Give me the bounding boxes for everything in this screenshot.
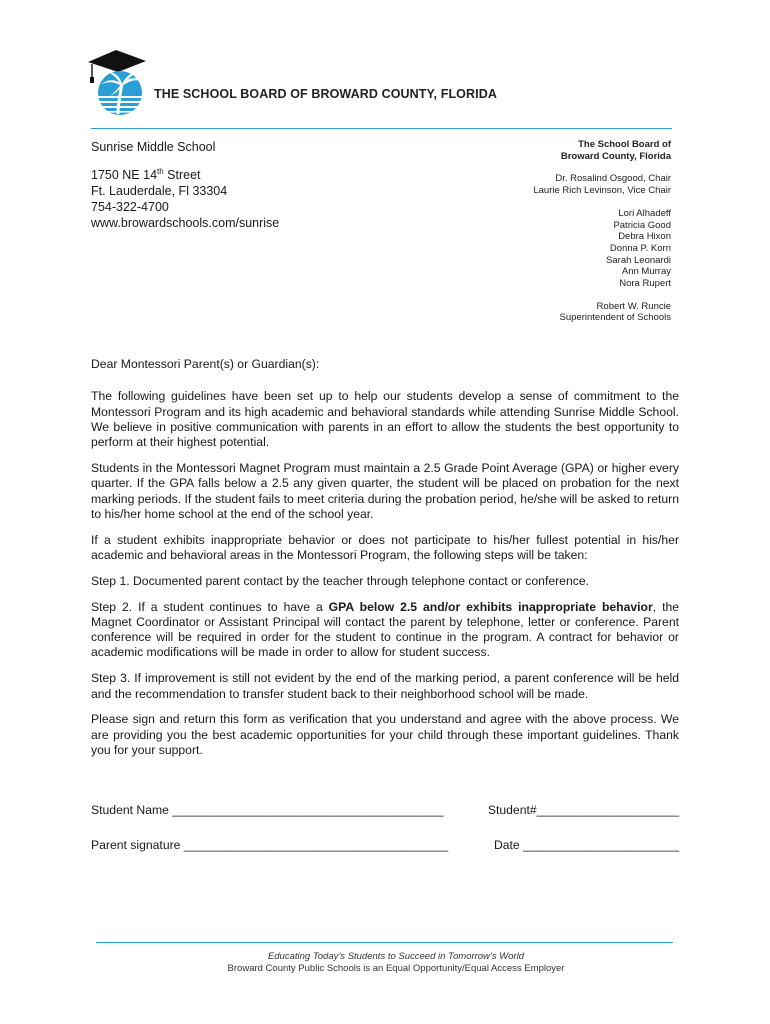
footer-equal-opportunity: Broward County Public Schools is an Equal Opportunity/Equal Access Employer: [227, 963, 565, 974]
school-street: 1750 NE 14th Street: [91, 166, 201, 182]
board-member: Lori Alhadeff: [618, 207, 671, 219]
board-title: THE SCHOOL BOARD OF BROWARD COUNTY, FLORIDA: [154, 87, 497, 101]
closing-paragraph: Please sign and return this form as verification that you understand and agree with the above process. We are providing you the best academic opportunities for your child through these important guidelines. Thank you for your support.: [91, 712, 679, 757]
superintendent-title: Superintendent of Schools: [559, 312, 671, 324]
board-member: Nora Rupert: [619, 278, 671, 290]
date-field[interactable]: Date _______________________: [493, 838, 679, 852]
board-heading-line1: The School Board of: [578, 139, 671, 150]
superintendent-name: Robert W. Runcie: [596, 300, 671, 312]
board-member: Sarah Leonardi: [606, 254, 671, 266]
school-website: www.browardschools.com/sunrise: [91, 216, 280, 230]
board-member: Debra Hixon: [618, 231, 671, 243]
footer-tagline: Educating Today’s Students to Succeed in Tomorrow’s World: [267, 951, 525, 962]
school-name: Sunrise Middle School: [91, 140, 216, 154]
student-number-field[interactable]: Student#_____________________: [487, 803, 679, 817]
board-member: Donna P. Korn: [609, 242, 671, 254]
letter-body: [91, 357, 679, 769]
paragraph-behavior: If a student exhibits inappropriate behavior or does not participate to his/her fullest potential in his/her academic and behavioral areas in the Montessori Program, the following steps will be taken:: [91, 532, 679, 562]
footer: [96, 951, 696, 975]
paragraph-intro: The following guidelines have been set up to help our students develop a sense of commitment to the Montessori Program and its high academic and behavioral standards while attending Sunrise Middle School. We believe in positive communication with parents in an effort to allow the students the best opportunity to perform at their highest potential.: [91, 389, 679, 450]
salutation: Dear Montessori Parent(s) or Guardian(s):: [91, 357, 320, 371]
footer-divider: [96, 942, 673, 943]
step-3: Step 3. If improvement is still not evident by the end of the marking period, a parent conference will be held and the recommendation to transfer student back to their neighborhood school will be made.: [91, 671, 679, 701]
school-phone: 754-322-4700: [91, 200, 169, 214]
student-name-field[interactable]: Student Name ________________________________________: [91, 803, 444, 817]
board-members-block: [470, 139, 671, 324]
board-member: Patricia Good: [613, 219, 671, 231]
board-heading-line2: Broward County, Florida: [560, 150, 671, 162]
signature-form: [91, 803, 679, 852]
paragraph-gpa: Students in the Montessori Magnet Program must maintain a 2.5 Grade Point Average (GPA) or higher every quarter. If the GPA falls below a 2.5 any given quarter, the student will be placed on probation for the next marking periods. If the student fails to meet criteria during the probation period, he/she will be asked to return to his/her home school at the end of the school year.: [91, 460, 679, 521]
board-vice-chair: Laurie Rich Levinson, Vice Chair: [533, 185, 671, 197]
header-divider: [91, 128, 672, 129]
parent-signature-field[interactable]: Parent signature _______________________________________: [91, 838, 449, 852]
board-member: Ann Murray: [621, 266, 671, 278]
school-city: Ft. Lauderdale, Fl 33304: [91, 184, 228, 198]
broward-schools-logo-icon: [84, 44, 156, 120]
school-address-block: [91, 139, 391, 231]
board-chair: Dr. Rosalind Osgood, Chair: [555, 173, 671, 185]
step-2: Step 2. If a student continues to have a GPA below 2.5 and/or exhibits inappropriate behavior, the Magnet Coordinator or Assistant Principal will contact the parent by telephone, letter or conference. Parent conference will be required in order for the student to continue in the program. A contract for behavior or academic modifications will be made in order to allow for student success.: [91, 599, 680, 660]
step-1: Step 1. Documented parent contact by the teacher through telephone contact or conference.: [91, 573, 589, 588]
